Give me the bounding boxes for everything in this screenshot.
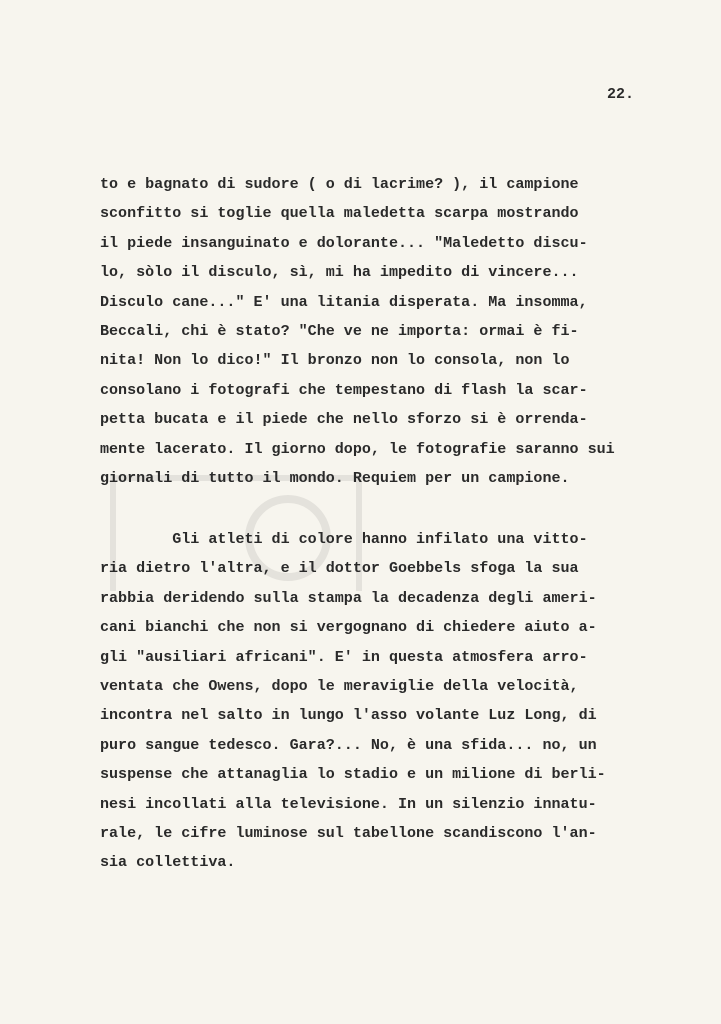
page-number: 22.: [607, 86, 635, 103]
paragraph-1: [100, 170, 615, 493]
text-line: sconfitto si toglie quella maledetta scarpa mostrando: [100, 204, 579, 223]
text-line: cani bianchi che non si vergognano di chiedere aiuto a-: [100, 618, 597, 637]
text-line: to e bagnato di sudore ( o di lacrime? ), il campione: [100, 175, 579, 193]
paragraph-2: [100, 525, 606, 878]
text-line: petta bucata e il piede che nello sforzo si è orrenda-: [100, 410, 588, 429]
text-line: sia collettiva.: [100, 853, 236, 872]
text-line: rabbia deridendo sulla stampa la decadenza degli ameri-: [100, 588, 597, 607]
text-line: rale, le cifre luminose sul tabellone scandiscono l'an-: [100, 823, 597, 842]
text-line: Disculo cane..." E' una litania disperata. Ma insomma,: [100, 292, 588, 311]
text-line: giornali di tutto il mondo. Requiem per un campione.: [100, 468, 570, 487]
text-line: Beccali, chi è stato? "Che ve ne importa: ormai è fi-: [100, 321, 579, 340]
text-line: suspense che attanaglia lo stadio e un milione di berli-: [100, 765, 606, 784]
text-line: gli "ausiliari africani". E' in questa atmosfera arro-: [100, 647, 588, 666]
text-line: nita! Non lo dico!" Il bronzo non lo consola, non lo: [100, 351, 570, 370]
text-line: nesi incollati alla televisione. In un silenzio innatu-: [100, 794, 597, 813]
text-line: il piede insanguinato e dolorante... "Maledetto discu-: [100, 233, 588, 252]
text-line: incontra nel salto in lungo l'asso volante Luz Long, di: [100, 706, 597, 725]
text-line: consolano i fotografi che tempestano di flash la scar-: [100, 380, 588, 399]
text-line: lo, sòlo il disculo, sì, mi ha impedito di vincere...: [100, 263, 579, 282]
text-line: ria dietro l'altra, e il dottor Goebbels sfoga la sua: [100, 559, 579, 578]
text-line: ventata che Owens, dopo le meraviglie della velocità,: [100, 676, 579, 695]
text-line: Gli atleti di colore hanno infilato una vitto-: [100, 530, 588, 548]
text-line: puro sangue tedesco. Gara?... No, è una sfida... no, un: [100, 735, 597, 754]
text-line: mente lacerato. Il giorno dopo, le fotografie saranno sui: [100, 439, 615, 458]
